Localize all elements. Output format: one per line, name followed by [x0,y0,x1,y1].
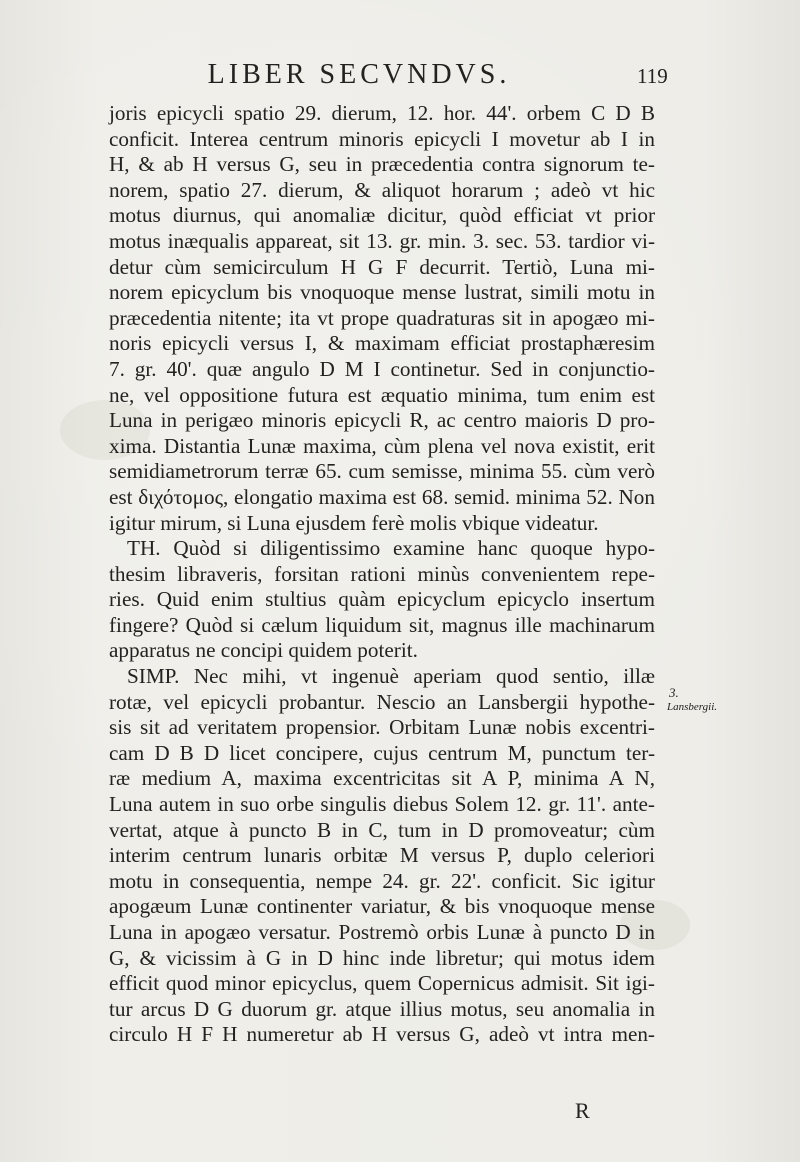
page-number: 119 [637,64,668,88]
text-line: fingere? Quòd si cælum liquidum sit, magnus ille machinarum [109,612,655,637]
text-line: norem epicyclum bis vnoquoque mense lustrat, simili motu in [109,280,655,305]
text-line: G, & vicissim à G in D hinc inde libretur; qui motus idem [109,945,655,970]
text-line: efficit quod minor epicyclus, quem Copernicus admisit. Sit igi- [109,971,655,996]
text-line: motu in consequentia, nempe 24. gr. 22'. conficit. Sic igitur [109,868,655,893]
text-line: apparatus ne concipi quidem poterit. [109,638,418,663]
text-line: detur cùm semicirculum H G F decurrit. Tertiò, Luna mi- [109,254,655,279]
text-line: Luna in perigæo minoris epicycli R, ac centro maioris D pro- [109,408,655,433]
margin-note [667,686,737,714]
text-line: conficit. Interea centrum minoris epicycli I movetur ab I in [109,126,655,151]
main-text [109,101,655,1048]
text-line: thesim libraveris, forsitan rationi minùs convenientem repe- [109,561,655,586]
text-line: circulo H F H numeretur ab H versus G, adeò vt intra men- [109,1022,655,1047]
text-line: rotæ, vel epicycli probantur. Nescio an Lansbergii hypothe- [109,689,655,714]
text-line: Luna autem in suo orbe singulis diebus Solem 12. gr. 11'. ante- [109,792,655,817]
text-line: semidiametrorum terræ 65. cum semisse, minima 55. cùm verò [109,459,655,484]
text-line: ries. Quid enim stultius quàm epicyclum epicyclo insertum [109,587,655,612]
running-head: LIBER SECVNDVS. [207,59,511,90]
text-line: apogæum Lunæ continenter variatur, & bis vnoquoque mense [109,894,655,919]
text-line: motus diurnus, qui anomaliæ dicitur, quòd efficiat vt prior [109,203,655,228]
text-line: tur arcus D G duorum gr. atque illius motus, seu anomalia in [109,996,655,1021]
text-line: TH. Quòd si diligentissimo examine hanc quoque hypo- [127,536,655,561]
text-line: igitur mirum, si Luna ejusdem ferè molis vbique videatur. [109,510,599,535]
text-line: est διχότομος, elongatio maxima est 68. semid. minima 52. Non [109,484,655,509]
text-line: motus inæqualis appareat, sit 13. gr. min. 3. sec. 53. tardior vi- [109,228,655,253]
text-line: xima. Distantia Lunæ maxima, cùm plena vel nova existit, erit [109,433,655,458]
text-line: interim centrum lunaris orbitæ M versus P, duplo celeriori [109,843,655,868]
text-line: ne, vel oppositione futura est æquatio minima, tum enim est [109,382,655,407]
text-line: vertat, atque à puncto B in C, tum in D promoveatur; cùm [109,817,655,842]
text-line: ræ medium A, maxima excentricitas sit A P, minima A N, [109,766,655,791]
margin-note-name: Lansbergii. [667,701,718,713]
text-line: joris epicycli spatio 29. dierum, 12. hor. 44'. orbem C D B [109,101,655,125]
catchword: R [575,1098,590,1123]
margin-note-number: 3. [669,685,679,700]
text-line: 7. gr. 40'. quæ angulo D M I continetur. Sed in conjunctio- [109,356,655,381]
text-line: norem, spatio 27. dierum, & aliquot horarum ; adeò vt hic [109,177,655,202]
text-line: SIMP. Nec mihi, vt ingenuè aperiam quod sentio, illæ [127,664,655,689]
text-line: Luna in apogæo versatur. Postremò orbis Lunæ à puncto D in [109,920,655,944]
text-line: noris epicycli versus I, & maximam efficiat prostaphæresim [109,331,655,356]
text-line: sis sit ad veritatem propensior. Orbitam Lunæ nobis excentri- [109,715,655,740]
text-line: præcedentia nitente; ita vt prope quadraturas sit in apogæo mi- [109,305,655,330]
text-line: H, & ab H versus G, seu in præcedentia contra signorum te- [109,152,655,177]
text-line: cam D B D licet concipere, cujus centrum M, punctum ter- [109,740,655,765]
page-header [0,58,800,92]
